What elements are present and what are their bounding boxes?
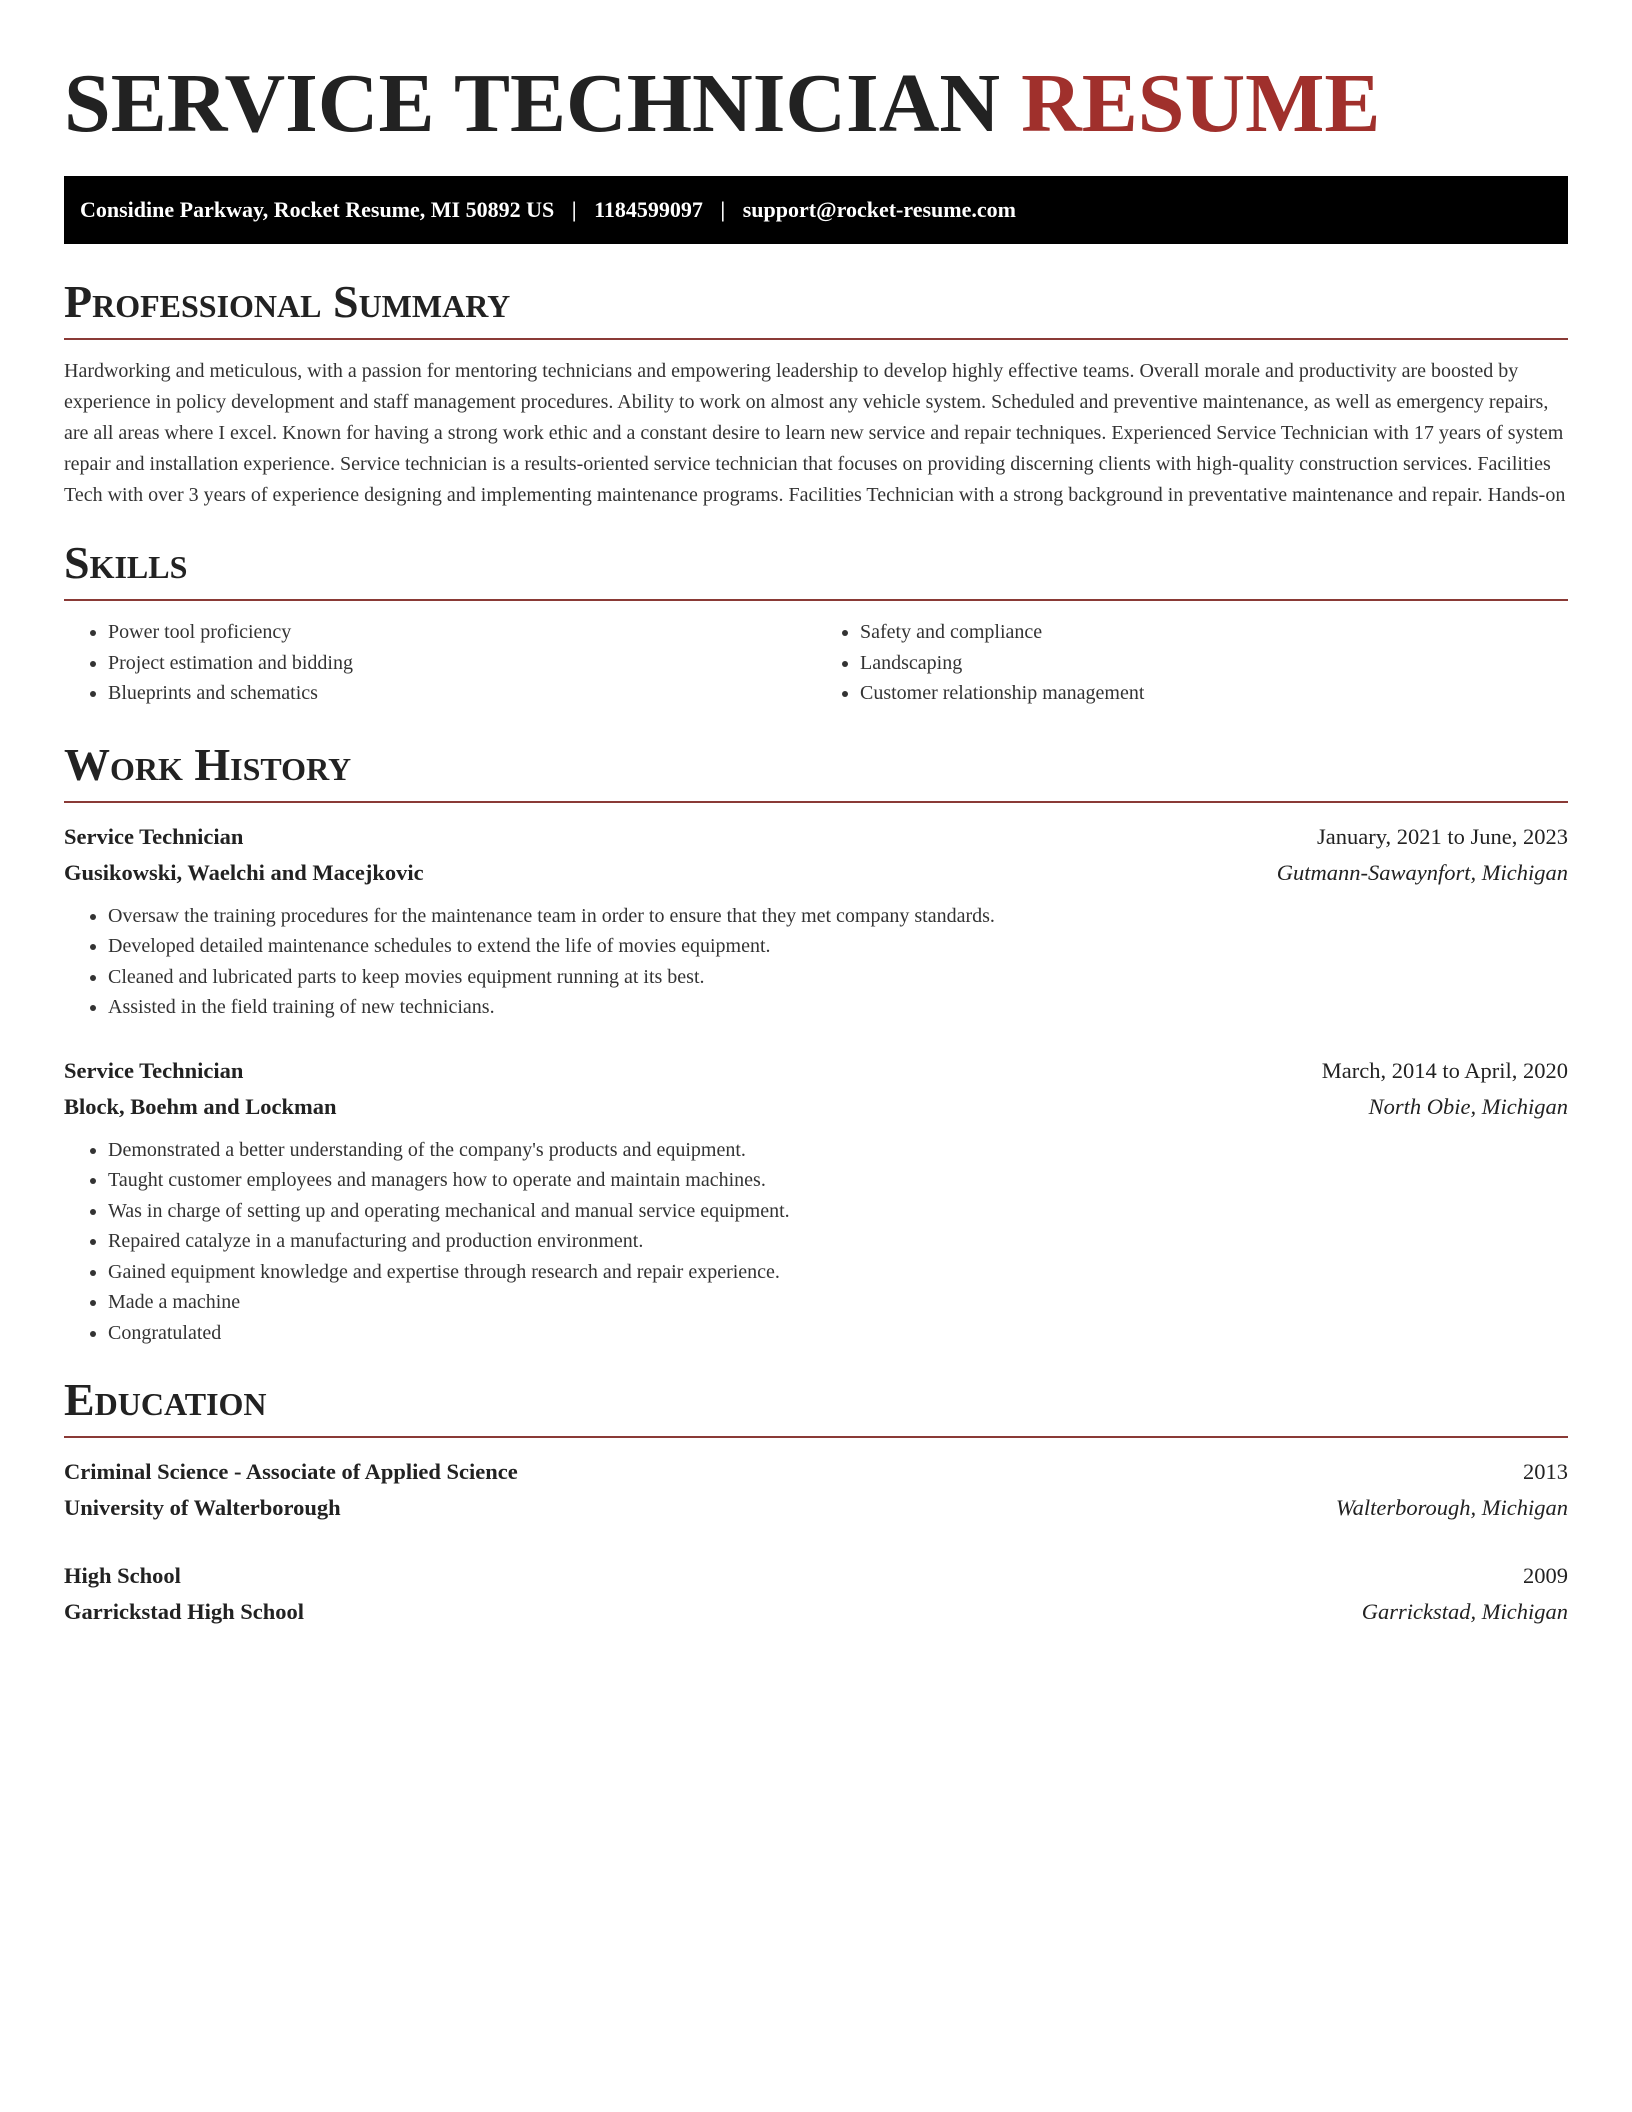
job-location: Gutmann-Sawaynfort, Michigan	[1276, 859, 1568, 885]
skill-item: • Power tool proficiency	[108, 617, 816, 648]
job-bullet: • Demonstrated a better understanding of the company's products and equipment.	[108, 1135, 1568, 1166]
education-header-row	[64, 1454, 1568, 1490]
education-entry	[64, 1558, 1568, 1630]
work-heading: Work History	[64, 738, 352, 790]
skills-heading: Skills	[64, 537, 188, 588]
education-year: 2013	[1523, 1459, 1568, 1484]
skill-item: • Landscaping	[860, 648, 1568, 679]
job-entry	[64, 1053, 1568, 1349]
section-divider	[64, 1436, 1568, 1438]
job-bullets	[64, 901, 1568, 1023]
job-header-row	[64, 819, 1568, 855]
job-bullet: • Assisted in the field training of new technicians.	[108, 992, 1568, 1023]
section-divider	[64, 801, 1568, 803]
job-company: Gusikowski, Waelchi and Macejkovic	[64, 859, 424, 885]
education-location: Walterborough, Michigan	[1335, 1495, 1568, 1520]
education-location: Garrickstad, Michigan	[1361, 1599, 1568, 1624]
job-bullet: • Made a machine	[108, 1287, 1568, 1318]
skills-column-left	[64, 617, 816, 709]
skill-item: • Blueprints and schematics	[108, 678, 816, 709]
contact-address: Considine Parkway, Rocket Resume, MI 50892 US	[80, 197, 555, 222]
job-bullet: • Gained equipment knowledge and expertise through research and repair experience.	[108, 1257, 1568, 1288]
job-bullet: • Oversaw the training procedures for the maintenance team in order to ensure that they met company standards.	[108, 901, 1568, 932]
job-title: Service Technician	[64, 1057, 244, 1083]
skills-list	[64, 617, 1568, 709]
education-section	[64, 1374, 1568, 1630]
section-divider	[64, 338, 1568, 340]
title-main: SERVICE TECHNICIAN	[64, 57, 1001, 150]
job-bullets	[64, 1135, 1568, 1349]
job-bullet: • Congratulated	[108, 1318, 1568, 1349]
job-location: North Obie, Michigan	[1368, 1093, 1568, 1119]
section-divider	[64, 599, 1568, 601]
skill-item: • Project estimation and bidding	[108, 648, 816, 679]
summary-heading: Professional Summary	[64, 276, 511, 327]
contact-bar	[64, 176, 1568, 244]
job-company-row	[64, 855, 1568, 891]
contact-separator: |	[571, 197, 577, 222]
job-bullet: • Repaired catalyze in a manufacturing and production environment.	[108, 1226, 1568, 1257]
contact-separator: |	[720, 197, 726, 222]
education-heading: Education	[64, 1374, 267, 1425]
education-degree: Criminal Science - Associate of Applied Science	[64, 1459, 518, 1484]
job-company-row	[64, 1089, 1568, 1125]
skill-item: • Customer relationship management	[860, 678, 1568, 709]
skill-item: • Safety and compliance	[860, 617, 1568, 648]
summary-section	[64, 276, 1568, 511]
job-bullet: • Cleaned and lubricated parts to keep movies equipment running at its best.	[108, 962, 1568, 993]
summary-text: Hardworking and meticulous, with a passion for mentoring technicians and empowering leadership to develop highly effective teams. Overall morale and productivity are boosted by experience in policy development and staff management procedures. Ability to work on almost any vehicle system. Scheduled and preventive maintenance, as well as emergency repairs, are all areas where I excel. Known for having a strong work ethic and a constant desire to learn new service and repair techniques. Experienced Service Technician with 17 years of system repair and installation experience. Service technician is a results-oriented service technician that focuses on providing discerning clients with high-quality construction services. Facilities Tech with over 3 years of experience designing and implementing maintenance programs. Facilities Technician with a strong background in preventative maintenance and repair. Hands-on	[64, 360, 1566, 506]
education-school: University of Walterborough	[64, 1495, 341, 1520]
job-dates: January, 2021 to June, 2023	[1316, 823, 1568, 849]
education-school-row	[64, 1490, 1568, 1526]
job-title: Service Technician	[64, 823, 244, 849]
contact-phone: 1184599097	[594, 197, 703, 222]
job-company: Block, Boehm and Lockman	[64, 1093, 337, 1119]
education-year: 2009	[1523, 1563, 1568, 1588]
title-accent: RESUME	[1021, 57, 1381, 150]
resume-title	[64, 56, 1568, 152]
contact-email: support@rocket-resume.com	[742, 197, 1016, 222]
education-degree: High School	[64, 1563, 181, 1588]
job-bullet: • Was in charge of setting up and operating mechanical and manual service equipment.	[108, 1196, 1568, 1227]
job-bullet: • Developed detailed maintenance schedules to extend the life of movies equipment.	[108, 931, 1568, 962]
education-entry	[64, 1454, 1568, 1526]
education-school-row	[64, 1594, 1568, 1630]
education-school: Garrickstad High School	[64, 1599, 305, 1624]
education-header-row	[64, 1558, 1568, 1594]
job-header-row	[64, 1053, 1568, 1089]
job-dates: March, 2014 to April, 2020	[1321, 1057, 1568, 1083]
work-section	[64, 739, 1568, 1349]
skills-column-right	[816, 617, 1568, 709]
skills-section	[64, 537, 1568, 709]
job-bullet: • Taught customer employees and managers how to operate and maintain machines.	[108, 1165, 1568, 1196]
job-entry	[64, 819, 1568, 1023]
